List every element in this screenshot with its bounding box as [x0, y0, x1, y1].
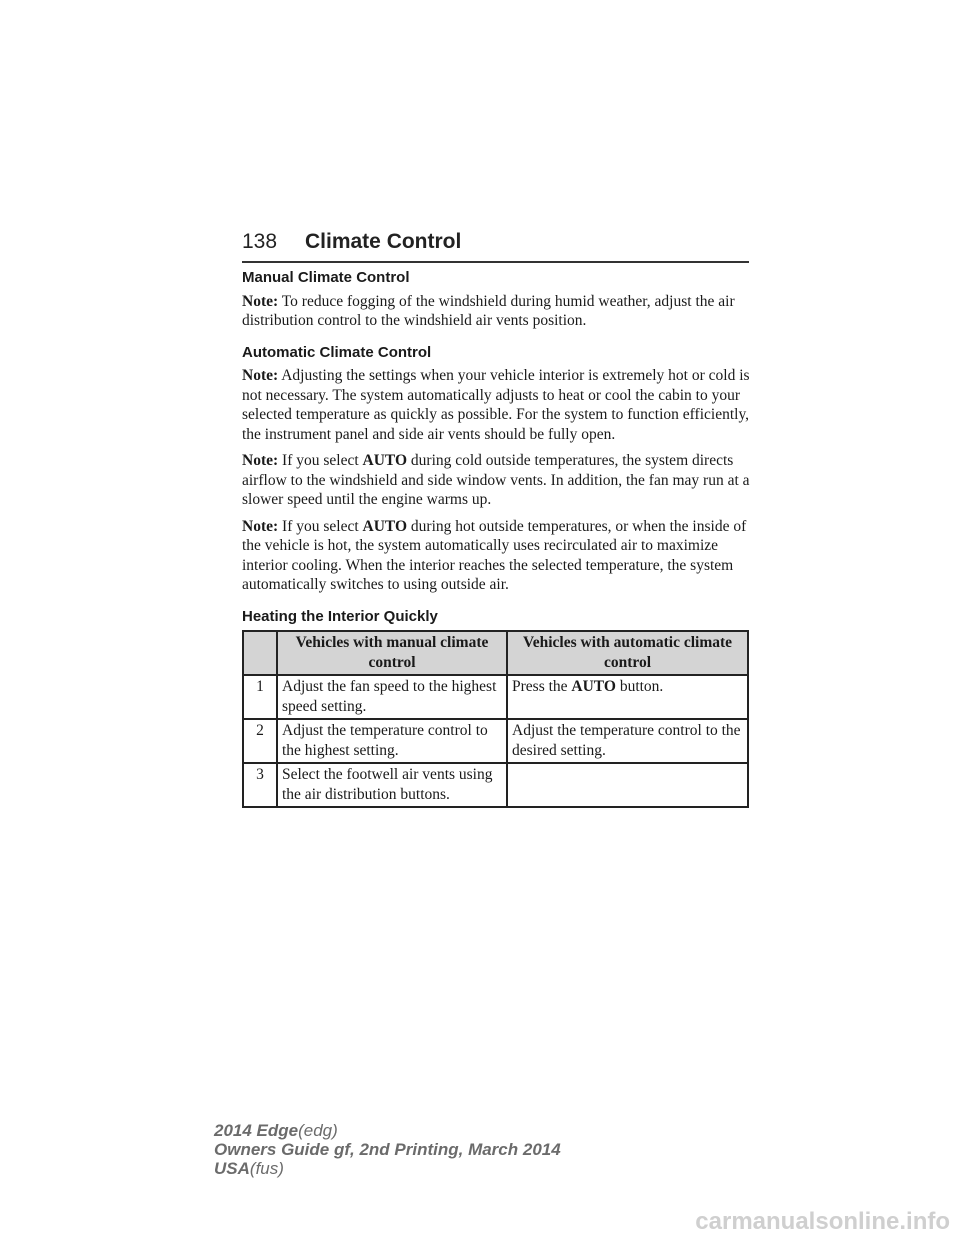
- note-text: during hot outside temperatures, or when the inside of the vehicle is hot, the system automatically uses recirculated air to maximize interior cooling. When the interior reaches the selected temperature, the system automatically switches to using outside air.: [242, 517, 747, 593]
- table-header-step: [243, 631, 277, 675]
- manual-note: [242, 292, 752, 331]
- table-header-row: [243, 631, 748, 675]
- automatic-note-2: [242, 451, 752, 510]
- table-row: [243, 675, 748, 719]
- table-row: [243, 719, 748, 763]
- footer-model: 2014 Edge: [214, 1121, 299, 1140]
- auto-keyword: AUTO: [362, 452, 408, 469]
- footer-model-code: (edg): [298, 1121, 338, 1140]
- auto-keyword: AUTO: [571, 678, 616, 695]
- automatic-step: Adjust the temperature control to the desired setting.: [507, 719, 748, 763]
- manual-climate-heading: Manual Climate Control: [242, 269, 410, 286]
- table-header-manual: Vehicles with manual climate control: [277, 631, 507, 675]
- note-label: Note:: [242, 517, 279, 535]
- step-number: 3: [243, 763, 277, 807]
- automatic-note-3: [242, 517, 752, 595]
- footer-market: USA: [214, 1159, 250, 1178]
- note-label: Note:: [242, 292, 279, 310]
- page-number: 138: [242, 230, 278, 253]
- watermark-logo: carmanualsonline.info: [695, 1208, 950, 1235]
- note-text: Adjusting the settings when your vehicle interior is extremely hot or cold is not necessary. The system automatically adjusts to heat or cool the cabin to your selected temperature as quickly as possible. For the system to function efficiently, the instrument panel and side air vents should be fully open.: [242, 367, 750, 443]
- footer-market-code: (fus): [249, 1159, 284, 1178]
- note-text: during cold outside temperatures, the system directs airflow to the windshield and side window vents. In addition, the fan may run at a slower speed until the engine warms up.: [242, 452, 750, 508]
- automatic-step: [507, 763, 748, 807]
- page-footer: [214, 1121, 561, 1178]
- footer-line-2: Owners Guide gf, 2nd Printing, March 2014: [214, 1140, 561, 1159]
- table-header-automatic: Vehicles with automatic climate control: [507, 631, 748, 675]
- note-text: To reduce fogging of the windshield during humid weather, adjust the air distribution control to the windshield air vents position.: [242, 292, 735, 329]
- heating-quickly-heading: Heating the Interior Quickly: [242, 607, 438, 625]
- page-content: [242, 268, 752, 808]
- step-text: Press the: [512, 678, 572, 695]
- footer-line-3: [214, 1159, 561, 1178]
- footer-line-1: [214, 1121, 561, 1140]
- automatic-note-1: [242, 366, 752, 444]
- step-number: 2: [243, 719, 277, 763]
- page-header: [242, 230, 749, 263]
- auto-keyword: AUTO: [362, 517, 408, 535]
- step-text: button.: [615, 678, 664, 695]
- automatic-climate-heading: Automatic Climate Control: [242, 343, 432, 361]
- step-number: 1: [243, 675, 277, 719]
- manual-step: Adjust the fan speed to the highest speed setting.: [277, 675, 507, 719]
- note-label: Note:: [242, 367, 279, 384]
- automatic-step: [507, 675, 748, 719]
- table-row: [243, 763, 748, 807]
- note-text: If you select: [282, 517, 363, 535]
- manual-step: Adjust the temperature control to the highest setting.: [277, 719, 507, 763]
- manual-step: Select the footwell air vents using the air distribution buttons.: [277, 763, 507, 807]
- chapter-title: Climate Control: [305, 230, 462, 253]
- note-text: If you select: [282, 452, 363, 469]
- heating-steps-table: [242, 630, 749, 808]
- note-label: Note:: [242, 452, 279, 469]
